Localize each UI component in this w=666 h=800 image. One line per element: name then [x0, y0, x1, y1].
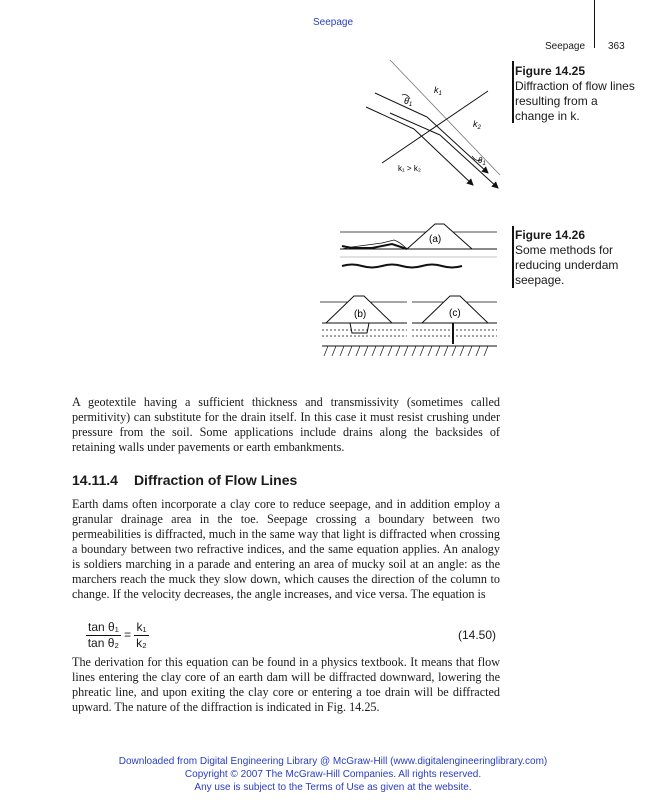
eq-rhs — [134, 620, 148, 651]
eq-lhs — [86, 620, 121, 651]
k2-label: $k_2$ — [473, 119, 481, 131]
fig1-caption-rule — [512, 61, 514, 123]
fig1-caption-text: Diffraction of flow lines resulting from a change in k. — [515, 79, 635, 123]
eq-equals: = — [124, 627, 132, 642]
flow-line-1a — [375, 93, 427, 117]
eq-rhs-bot: k₂ — [136, 636, 147, 650]
fig1-caption — [515, 64, 635, 124]
eq-lhs-bot: tan θ₂ — [87, 636, 120, 650]
figure-14-26-diagram — [312, 218, 512, 358]
fig2-caption-text: Some methods for reducing underdam seepage. — [515, 243, 619, 287]
section-heading — [72, 472, 297, 488]
paragraph-geotextile: A geotextile having a sufficient thickness and transmissivity (sometimes called permitivity) can substitute for the drain itself. In this case it must resist crushing under pressure from the soil. Some applications include drains along the backsides of retaining walls under pavements or earth embankments. — [72, 395, 500, 454]
label-a: (a) — [429, 234, 442, 245]
paragraph-derivation: The derivation for this equation can be found in a physics textbook. It means that flow lines entering the clay core of an earth dam will be diffracted downward, lowering the phreatic line, and upon exiting the clay core or entering a toe drain will be diffracted upward. The nature of the diffraction is indicated in Fig. 14.25. — [72, 655, 500, 714]
footer-download-link[interactable]: Downloaded from Digital Engineering Library @ McGraw-Hill (www.digitalengineeringlibrary.com) — [118, 756, 548, 767]
equation-number: (14.50) — [458, 628, 497, 642]
k-relation-label: k₁ > k₂ — [398, 164, 421, 173]
k1-label: $k_1$ — [434, 85, 442, 97]
theta1-label: $\theta_1$ — [404, 96, 413, 108]
header-title: Seepage — [545, 41, 586, 52]
figure-14-25-diagram — [340, 55, 510, 195]
fig1-label: Figure 14.25 — [515, 64, 586, 78]
fig2-label: Figure 14.26 — [515, 228, 586, 242]
theta2-label: $\theta_1$ — [478, 156, 486, 167]
hatch-bedrock — [324, 346, 488, 356]
dam-c — [412, 296, 497, 344]
fig2-caption-rule — [512, 226, 514, 288]
eq-rhs-top: k₁ — [136, 620, 147, 634]
label-c: (c) — [449, 308, 461, 319]
page-number: 363 — [608, 41, 625, 52]
fig2-caption — [515, 228, 635, 288]
label-b: (b) — [354, 309, 367, 320]
section-title: Diffraction of Flow Lines — [133, 472, 298, 488]
dam-b — [320, 296, 407, 336]
equation — [86, 620, 149, 651]
running-title: Seepage — [312, 17, 354, 28]
flow-line-3a — [390, 113, 440, 135]
footer-copyright: Copyright © 2007 The McGraw-Hill Companies. All rights reserved. — [184, 769, 482, 780]
footer-terms: Any use is subject to the Terms of Use as given at the website. — [194, 782, 472, 793]
dam-a — [340, 224, 497, 268]
paragraph-earth-dams: Earth dams often incorporate a clay core to reduce seepage, and in addition employ a granular drainage area in the toe. Seepage crossing a boundary between two permeabilities is diffracted, much in the same way that light is diffracted when crossing a boundary between two refractive indices, and the same equation applies. An analogy is soldiers marching in a parade and entering an area of mucky soil at an angle: as the marchers reach the muck they slow down, which causes the direction of the column to change. If the velocity decreases, the angle increases, and vice versa. The equation is — [72, 497, 500, 601]
flow-line-2a — [366, 107, 414, 129]
eq-lhs-top: tan θ₁ — [88, 620, 119, 634]
section-number: 14.11.4 — [72, 472, 118, 488]
header-rule — [594, 0, 595, 48]
